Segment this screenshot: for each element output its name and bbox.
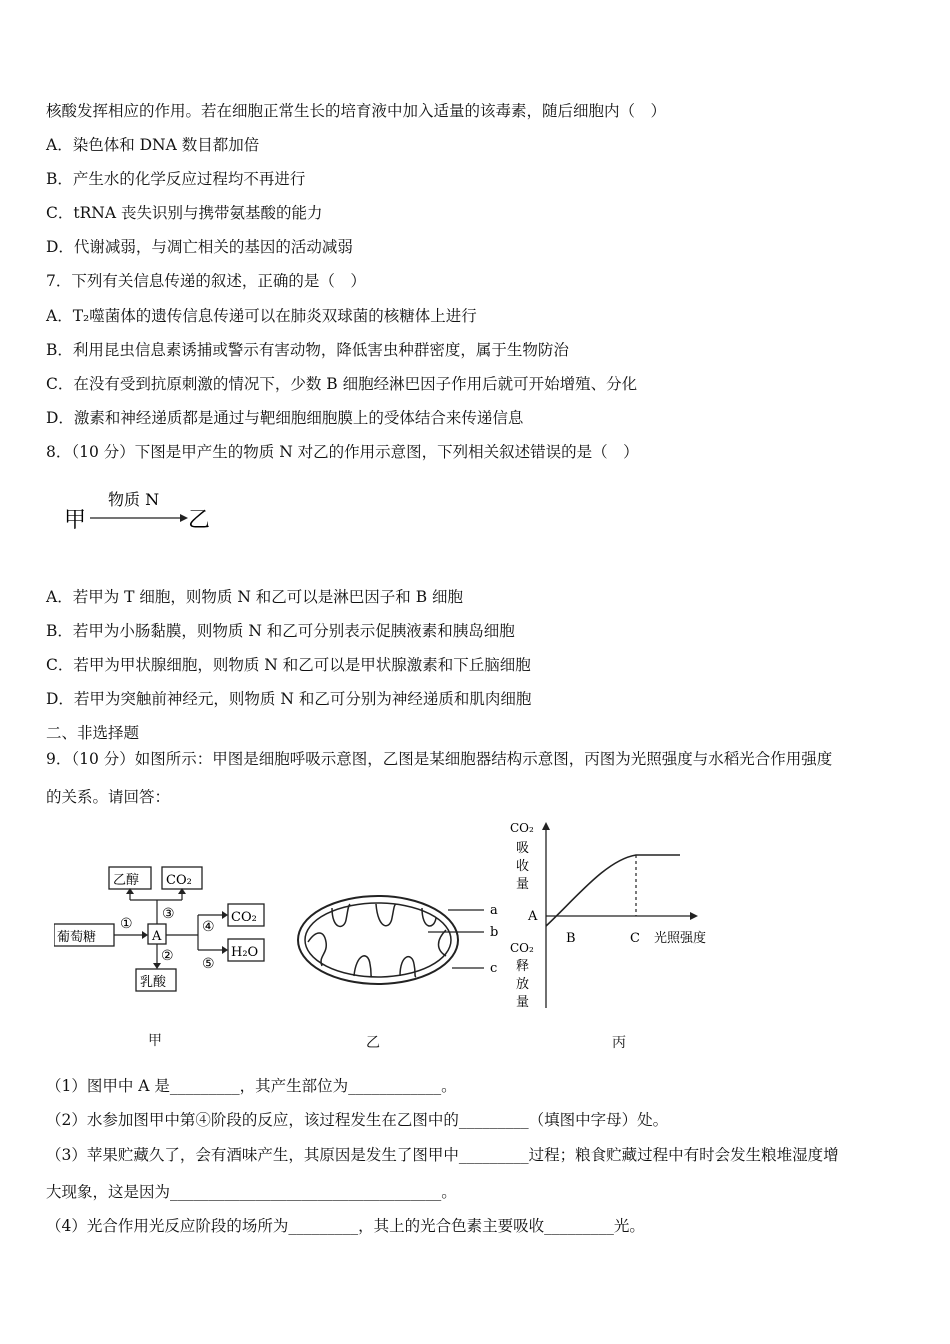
q8-option-a: A．若甲为 T 细胞，则物质 N 和乙可以是淋巴因子和 B 细胞 xyxy=(46,588,464,606)
q7-option-d: D．激素和神经递质都是通过与靶细胞细胞膜上的受体结合来传递信息 xyxy=(46,409,524,427)
co2-top-label: CO₂ xyxy=(166,873,192,888)
q6-option-d: D．代谢减弱，与凋亡相关的基因的活动减弱 xyxy=(46,238,353,256)
h2o-label: H₂O xyxy=(231,945,259,960)
y-bottom-shi: 释 xyxy=(516,959,530,974)
q7-option-b: B．利用昆虫信息素诱捕或警示有害动物，降低害虫种群密度，属于生物防治 xyxy=(46,341,569,359)
q8-jia-label: 甲 xyxy=(64,508,87,533)
y-top-liang: 量 xyxy=(516,877,530,892)
section-heading: 二、非选择题 xyxy=(46,724,140,742)
q8-arrow-head xyxy=(180,514,188,522)
q8-stem: 8．（10 分）下图是甲产生的物质 N 对乙的作用示意图，下列相关叙述错误的是（ ） xyxy=(46,443,639,461)
q9-part2: （2）水参加图甲中第④阶段的反应，该过程发生在乙图中的_________（填图中字母）处。 xyxy=(46,1111,669,1129)
fig-bing-caption: 丙 xyxy=(612,1035,626,1051)
outer-membrane xyxy=(298,896,458,984)
step5-label: ⑤ xyxy=(202,956,215,972)
step2-label: ② xyxy=(161,948,174,964)
q8-option-c: C．若甲为甲状腺细胞，则物质 N 和乙可以是甲状腺激素和下丘脑细胞 xyxy=(46,656,531,674)
fig-jia-caption: 甲 xyxy=(148,1033,162,1049)
label-c: c xyxy=(490,961,498,976)
y-top-co2: CO₂ xyxy=(510,821,534,835)
q9-part4: （4）光合作用光反应阶段的场所为_________，其上的光合色素主要吸收_________光。 xyxy=(46,1217,645,1235)
fig-bing-graph xyxy=(506,818,736,1018)
q7-option-c: C．在没有受到抗原刺激的情况下，少数 B 细胞经淋巴因子作用后就可开始增殖、分化 xyxy=(46,375,638,393)
q6-option-b: B．产生水的化学反应过程均不再进行 xyxy=(46,170,306,188)
label-b: b xyxy=(490,925,499,940)
q8-option-b: B．若甲为小肠黏膜，则物质 N 和乙可分别表示促胰液素和胰岛细胞 xyxy=(46,622,515,640)
q7-stem: 7．下列有关信息传递的叙述，正确的是（ ） xyxy=(46,272,366,290)
q8-arrow-label: 物质 N xyxy=(108,490,160,509)
point-A-label: A xyxy=(528,909,538,924)
point-B-label: B xyxy=(566,931,576,946)
q8-option-d: D．若甲为突触前神经元，则物质 N 和乙可分别为神经递质和肌肉细胞 xyxy=(46,690,532,708)
y-bottom-co2: CO₂ xyxy=(510,941,534,955)
photosynthesis-curve xyxy=(546,855,680,926)
q9-part1: （1）图甲中 A 是_________，其产生部位为____________。 xyxy=(46,1077,457,1095)
step3-label: ③ xyxy=(162,906,175,922)
y-top-shou: 收 xyxy=(516,859,530,874)
label-a: a xyxy=(490,903,498,918)
fig-yi-mitochondrion xyxy=(296,890,506,1000)
fig-jia-respiration xyxy=(54,860,274,1000)
y-bottom-liang: 量 xyxy=(516,995,530,1010)
q8-yi-label: 乙 xyxy=(188,508,211,533)
q9-part3-line2: 大现象，这是因为___________________________________。 xyxy=(46,1183,457,1201)
fig-yi-caption: 乙 xyxy=(366,1035,380,1051)
q9-stem-line2: 的关系。请回答： xyxy=(46,788,171,806)
q6-option-c: C．tRNA 丧失识别与携带氨基酸的能力 xyxy=(46,204,323,222)
glucose-label: 葡萄糖 xyxy=(57,930,97,945)
q9-part3-line1: （3）苹果贮藏久了，会有酒味产生，其原因是发生了图甲中_________过程；粮食贮藏过程中有时会发生粮堆湿度增 xyxy=(46,1146,839,1164)
co2-right-label: CO₂ xyxy=(231,910,257,925)
q6-option-a: A．染色体和 DNA 数目都加倍 xyxy=(46,136,260,154)
y-bottom-fang: 放 xyxy=(516,977,530,992)
A-label: A xyxy=(152,929,162,944)
point-C-label: C xyxy=(630,931,640,946)
x-axis-label: 光照强度 xyxy=(654,931,707,946)
step4-label: ④ xyxy=(202,919,215,935)
ethanol-label: 乙醇 xyxy=(113,873,140,888)
cristae xyxy=(308,904,446,977)
q6-stem-continued: 核酸发挥相应的作用。若在细胞正常生长的培育液中加入适量的该毒素，随后细胞内（ ） xyxy=(46,102,667,120)
step1-label: ① xyxy=(120,916,133,932)
y-top-xi: 吸 xyxy=(516,841,530,856)
lactic-label: 乳酸 xyxy=(140,975,167,990)
q7-option-a: A．T₂噬菌体的遗传信息传递可以在肺炎双球菌的核糖体上进行 xyxy=(46,307,477,325)
q8-diagram xyxy=(64,485,224,535)
q9-stem-line1: 9．（10 分）如图所示：甲图是细胞呼吸示意图，乙图是某细胞器结构示意图，丙图为光照强度与水稻光合作用强度 xyxy=(46,750,833,768)
